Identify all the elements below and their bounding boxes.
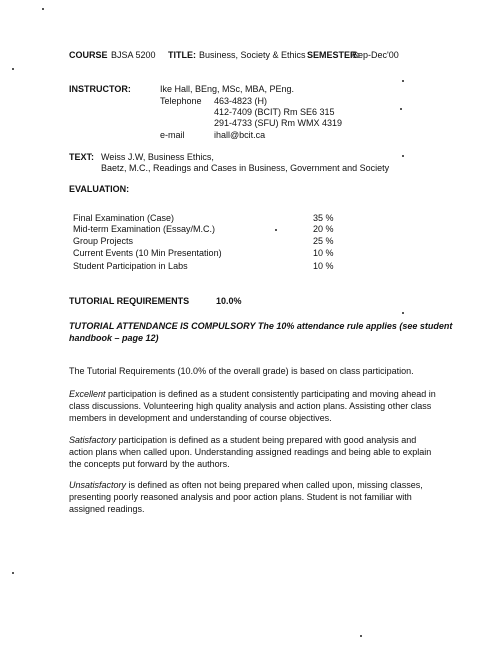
tutorial-percent: 10.0% <box>216 296 242 306</box>
evaluation-item-weight: 10 % <box>313 248 334 258</box>
excellent-paragraph <box>69 388 441 424</box>
unsatisfactory-term: Unsatisfactory <box>69 480 127 490</box>
scan-speck <box>402 312 404 314</box>
satisfactory-text: participation is defined as a student being prepared with good analysis and action plans when called upon. Understanding assigned readings and being able to explain the concepts put forward by the authors. <box>69 435 432 469</box>
evaluation-item-name: Student Participation in Labs <box>73 261 188 271</box>
textbook-1: Weiss J.W, Business Ethics, <box>101 152 214 162</box>
textbook-2: Baetz, M.C., Readings and Cases in Business, Government and Society <box>101 163 390 173</box>
scan-speck <box>360 635 362 637</box>
phone-sfu: 291-4733 (SFU) Rm WMX 4319 <box>214 118 343 128</box>
evaluation-item-name: Mid-term Examination (Essay/M.C.) <box>73 224 216 234</box>
instructor-label: INSTRUCTOR: <box>69 84 131 94</box>
evaluation-item-weight: 25 % <box>313 236 334 246</box>
phone-home: 463-4823 (H) <box>214 96 268 106</box>
course-code: BJSA 5200 <box>111 50 156 60</box>
attendance-line-1: TUTORIAL ATTENDANCE IS COMPULSORY The 10% attendance rule applies (see student <box>69 321 453 331</box>
evaluation-item-weight: 35 % <box>313 213 334 223</box>
scan-speck <box>12 572 14 574</box>
title-label: TITLE: <box>168 50 196 60</box>
evaluation-item-name: Final Examination (Case) <box>73 213 175 223</box>
evaluation-item-name: Current Events (10 Min Presentation) <box>73 248 222 258</box>
evaluation-item-weight: 20 % <box>313 224 334 234</box>
scan-speck <box>275 229 277 231</box>
email-address[interactable]: ihall@bcit.ca <box>214 130 266 140</box>
telephone-label: Telephone <box>160 96 202 106</box>
unsatisfactory-paragraph <box>69 479 441 515</box>
tutorial-intro: The Tutorial Requirements (10.0% of the overall grade) is based on class participation. <box>69 366 414 376</box>
satisfactory-paragraph <box>69 434 441 470</box>
semester-label: SEMESTER: <box>307 50 360 60</box>
text-label: TEXT: <box>69 152 95 162</box>
evaluation-item-name: Group Projects <box>73 236 134 246</box>
semester-value: Sep-Dec'00 <box>352 50 399 60</box>
scan-speck <box>42 8 44 10</box>
unsatisfactory-text: is defined as often not being prepared when called upon, missing classes, presenting poorly reasoned analysis and poor action plans. Student is not familiar with assigned readings. <box>69 480 423 514</box>
satisfactory-term: Satisfactory <box>69 435 117 445</box>
course-title: Business, Society & Ethics <box>199 50 306 60</box>
excellent-text: participation is defined as a student consistently participating and moving ahead in class discussions. Volunteering high quality analysis and action plans. Assisting other class members in development and understanding of course objectives. <box>69 389 436 423</box>
email-label: e-mail <box>160 130 185 140</box>
attendance-line-2: handbook – page 12) <box>69 333 159 343</box>
scan-speck <box>402 80 404 82</box>
instructor-name: Ike Hall, BEng, MSc, MBA, PEng. <box>160 84 295 94</box>
evaluation-item-weight: 10 % <box>313 261 334 271</box>
scan-speck <box>402 155 404 157</box>
excellent-term: Excellent <box>69 389 106 399</box>
course-label: COURSE <box>69 50 108 60</box>
phone-bcit: 412-7409 (BCIT) Rm SE6 315 <box>214 107 335 117</box>
tutorial-heading: TUTORIAL REQUIREMENTS <box>69 296 190 306</box>
scan-speck <box>12 68 14 70</box>
evaluation-heading: EVALUATION: <box>69 184 130 194</box>
scan-speck <box>400 108 402 110</box>
